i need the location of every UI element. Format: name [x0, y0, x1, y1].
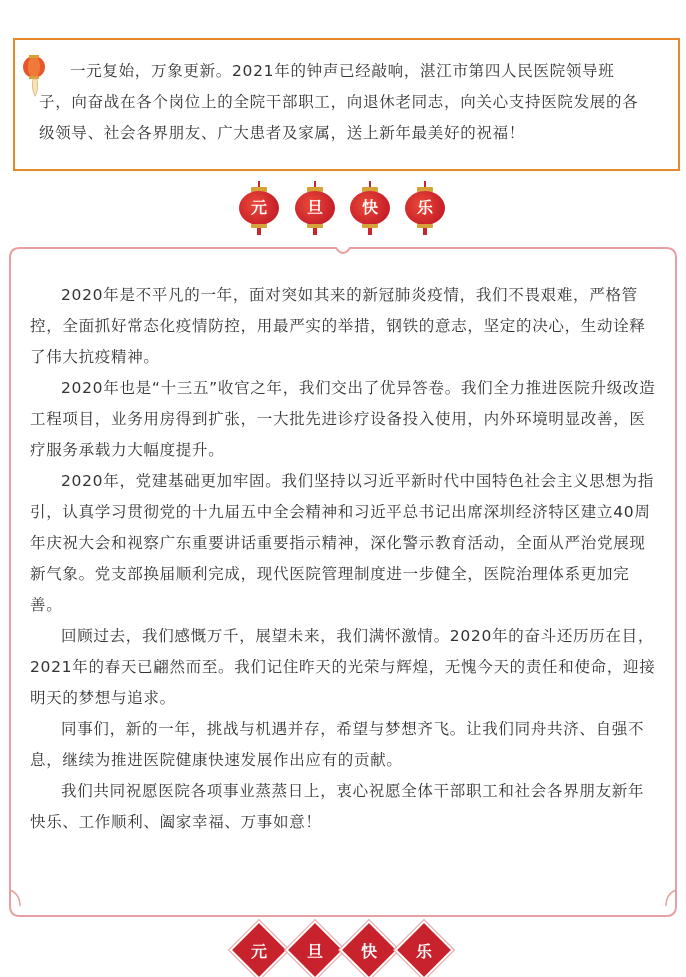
message-body	[30, 280, 658, 838]
diamond-char: 乐	[415, 941, 432, 961]
paragraph: 2020年是不平凡的一年，面对突如其来的新冠肺炎疫情，我们不畏艰难，严格管控，全面抓好常态化疫情防控，用最严实的举措，钢铁的意志，坚定的决心，生动诠释了伟大抗疫精神。	[30, 286, 646, 366]
intro-box	[13, 38, 680, 171]
diamond-banner	[0, 922, 686, 976]
paragraph: 同事们，新的一年，挑战与机遇并存，希望与梦想齐飞。让我们同舟共济、自强不息，继续为推进医院健康快速发展作出应有的贡献。	[30, 720, 645, 769]
diamond-3	[343, 924, 395, 976]
lantern-char: 旦	[306, 198, 323, 217]
diamond-char: 元	[250, 941, 267, 961]
message-frame	[6, 244, 680, 920]
paragraph: 我们共同祝愿医院各项事业蒸蒸日上，衷心祝愿全体干部职工和社会各界朋友新年快乐、工作顺利、阖家幸福、万事如意！	[30, 782, 645, 831]
diamond-2	[289, 924, 341, 976]
intro-text: 一元复始，万象更新。2021年的钟声已经敲响，湛江市第四人民医院领导班子，向奋战在各个岗位上的全院干部职工，向退休老同志，向关心支持医院发展的各级领导、社会各界朋友、广大患者及家属，送上新年最美好的祝福！	[39, 62, 639, 142]
lantern-2	[292, 181, 338, 235]
diamond-char: 快	[360, 941, 377, 961]
lantern-char: 元	[250, 198, 267, 217]
paragraph: 回顾过去，我们感慨万千，展望未来，我们满怀激情。2020年的奋斗还历历在目，2021年的春天已翩然而至。我们记住昨天的光荣与辉煌，无愧今天的责任和使命，迎接明天的梦想与追求。	[30, 627, 656, 707]
diamond-char: 旦	[306, 941, 323, 961]
lantern-banner	[0, 181, 686, 235]
diamond-1	[233, 924, 285, 976]
lantern-4	[402, 181, 448, 235]
lantern-char: 乐	[416, 198, 433, 217]
lantern-3	[347, 181, 393, 235]
lantern-char: 快	[361, 198, 378, 217]
lantern-1	[236, 181, 282, 235]
paragraph: 2020年，党建基础更加牢固。我们坚持以习近平新时代中国特色社会主义思想为指引，认真学习贯彻党的十九届五中全会精神和习近平总书记出席深圳经济特区建立40周年庆祝大会和视察广东重要讲话重要指示精神，深化警示教育活动，全面从严治党展现新气象。党支部换届顺利完成，现代医院管理制度进一步健全，医院治理体系更加完善。	[30, 472, 655, 614]
paragraph: 2020年也是“十三五”收官之年，我们交出了优异答卷。我们全力推进医院升级改造工程项目，业务用房得到扩张，一大批先进诊疗设备投入使用，内外环境明显改善，医疗服务承载力大幅度提升。	[30, 379, 656, 459]
diamond-4	[398, 924, 450, 976]
